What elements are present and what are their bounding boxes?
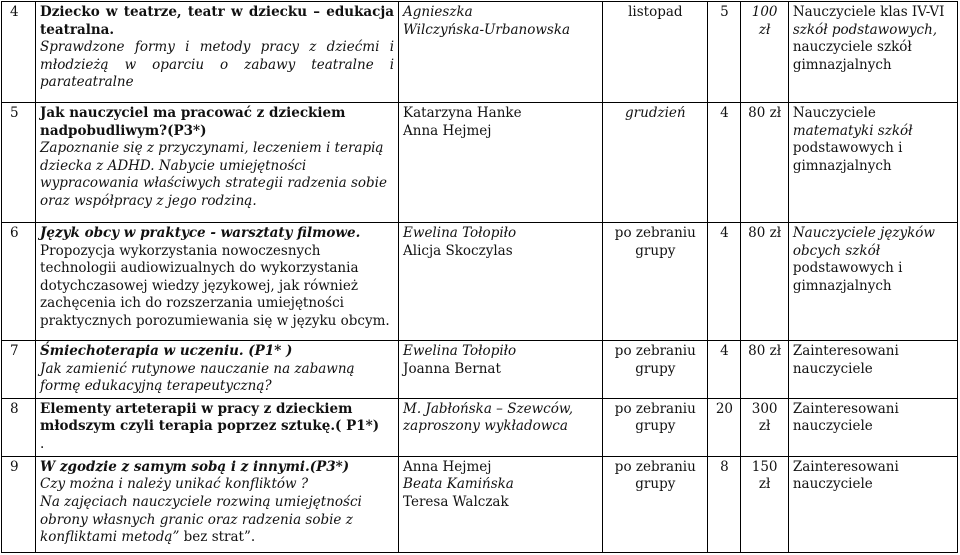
- row-number: 8: [2, 398, 36, 456]
- audience-line: nauczyciele: [792, 476, 873, 493]
- author-line: Teresa Walczak: [403, 493, 509, 510]
- audience-line: obcych szkół: [792, 242, 881, 259]
- author-line: M. Jabłońska – Szewców,: [403, 400, 574, 417]
- course-hours: 8: [708, 456, 741, 552]
- row-number: 7: [2, 341, 36, 399]
- course-summary-tail: bez strat”.: [183, 529, 256, 546]
- audience-line: Nauczyciele języków: [792, 225, 935, 241]
- course-title: Dziecko w teatrze, teatr w dziecku – edukacja teatralna.: [40, 4, 395, 38]
- author-line: Ewelina Tołopiło: [403, 225, 517, 241]
- course-hours: 4: [708, 103, 741, 223]
- audience-line: Zainteresowani: [792, 343, 899, 359]
- course-summary: Sprawdzone formy i metody pracy z dziećmi i młodzieżą w oparciu o zabawy teatralne i parateatralne: [40, 39, 395, 91]
- audience-line: Nauczyciele klas IV-VI: [792, 4, 945, 20]
- course-description: [36, 103, 399, 223]
- author-line: Katarzyna Hanke: [403, 105, 522, 121]
- course-date: po zebraniu grupy: [603, 223, 708, 341]
- course-price: 150 zł: [741, 456, 788, 552]
- author-line: Anna Hejmej: [403, 458, 492, 475]
- audience-line: gimnazjalnych: [792, 157, 892, 174]
- audience-line: gimnazjalnych: [792, 56, 892, 73]
- course-date: grudzień: [603, 103, 708, 223]
- course-title: Śmiechoterapia w uczeniu. (P1* ): [40, 343, 293, 359]
- course-title: Jak nauczyciel ma pracować z dzieckiem nadpobudliwym?(P3*): [40, 105, 346, 139]
- course-audience: [788, 341, 957, 399]
- audience-line: nauczyciele: [792, 418, 873, 435]
- course-date: listopad: [603, 2, 708, 103]
- course-audience: [788, 456, 957, 552]
- course-summary: .: [40, 435, 45, 452]
- course-price: 80 zł: [741, 103, 788, 223]
- audience-line: szkół podstawowych,: [792, 21, 938, 38]
- course-audience: [788, 103, 957, 223]
- course-summary: Zapoznanie się z przyczynami, leczeniem i terapią dziecka z ADHD. Nabycie umiejętności wypracowania właściwych strategii radzenia sobie oraz współpracy z jego rodziną.: [40, 140, 387, 209]
- table-row: [2, 223, 958, 341]
- audience-line: podstawowych i: [792, 140, 903, 157]
- row-number: 9: [2, 456, 36, 552]
- course-summary: Propozycja wykorzystania nowoczesnych technologii audiowizualnych do wykorzystania dotychczasowej wiedzy językowej, jak również zachęcenia ich do rozszerzania umiejętności praktycznych porozumiewania się w języku obcym.: [40, 242, 390, 329]
- course-author: [399, 398, 603, 456]
- course-title: W zgodzie z samym sobą i z innymi.(P3*): [40, 458, 350, 475]
- audience-line: matematyki szkół: [792, 122, 913, 139]
- table-row: [2, 103, 958, 223]
- course-date: po zebraniu grupy: [603, 456, 708, 552]
- course-date: po zebraniu grupy: [603, 398, 708, 456]
- row-number: 6: [2, 223, 36, 341]
- course-author: [399, 103, 603, 223]
- course-author: [399, 223, 603, 341]
- course-author: [399, 2, 603, 103]
- table-row: [2, 341, 958, 399]
- author-line: Agnieszka: [403, 4, 473, 20]
- course-description: [36, 223, 399, 341]
- audience-line: podstawowych i: [792, 260, 903, 277]
- course-description: [36, 398, 399, 456]
- course-price: 80 zł: [741, 223, 788, 341]
- course-description: [36, 456, 399, 552]
- table-row: [2, 2, 958, 103]
- course-author: [399, 341, 603, 399]
- course-summary: Jak zamienić rutynowe nauczanie na zabawną formę edukacyjną terapeutyczną?: [40, 360, 355, 395]
- course-summary: [40, 494, 394, 547]
- courses-table: [1, 1, 958, 553]
- course-audience: [788, 223, 957, 341]
- course-hours: 5: [708, 2, 741, 103]
- row-number: 5: [2, 103, 36, 223]
- audience-line: nauczyciele: [792, 360, 873, 377]
- course-hours: 4: [708, 223, 741, 341]
- course-hours: 4: [708, 341, 741, 399]
- author-line: Beata Kamińska: [403, 476, 514, 493]
- course-summary: Czy można i należy unikać konfliktów ?: [40, 476, 309, 493]
- audience-line: Zainteresowani: [792, 400, 899, 417]
- table-row: [2, 398, 958, 456]
- audience-line: Nauczyciele: [792, 105, 876, 121]
- course-price: 100 zł: [741, 2, 788, 103]
- course-description: [36, 341, 399, 399]
- course-date: po zebraniu grupy: [603, 341, 708, 399]
- author-line: Joanna Bernat: [403, 360, 501, 377]
- course-price: 300 zł: [741, 398, 788, 456]
- author-line: Alicja Skoczylas: [403, 242, 513, 259]
- audience-line: gimnazjalnych: [792, 277, 892, 294]
- row-number: 4: [2, 2, 36, 103]
- course-title: Elementy arteterapii w pracy z dzieckiem młodszym czyli terapia poprzez sztukę.( P1*): [40, 400, 380, 435]
- audience-line: Zainteresowani: [792, 458, 899, 475]
- table-row: [2, 456, 958, 552]
- course-description: [36, 2, 399, 103]
- course-author: [399, 456, 603, 552]
- author-line: Anna Hejmej: [403, 122, 492, 139]
- course-summary-text: Na zajęciach nauczyciele rozwiną umiejętności obrony własnych granic oraz radzenia sobie z konfliktami metodą”: [40, 493, 362, 546]
- course-hours: 20: [708, 398, 741, 456]
- course-title: Język obcy w praktyce - warsztaty filmowe.: [40, 225, 361, 241]
- audience-line: nauczyciele szkół: [792, 39, 912, 56]
- course-audience: [788, 2, 957, 103]
- author-line: Wilczyńska-Urbanowska: [403, 21, 571, 38]
- course-price: 80 zł: [741, 341, 788, 399]
- author-line: Ewelina Tołopiło: [403, 343, 517, 359]
- course-audience: [788, 398, 957, 456]
- author-line: zaproszony wykładowca: [403, 418, 568, 435]
